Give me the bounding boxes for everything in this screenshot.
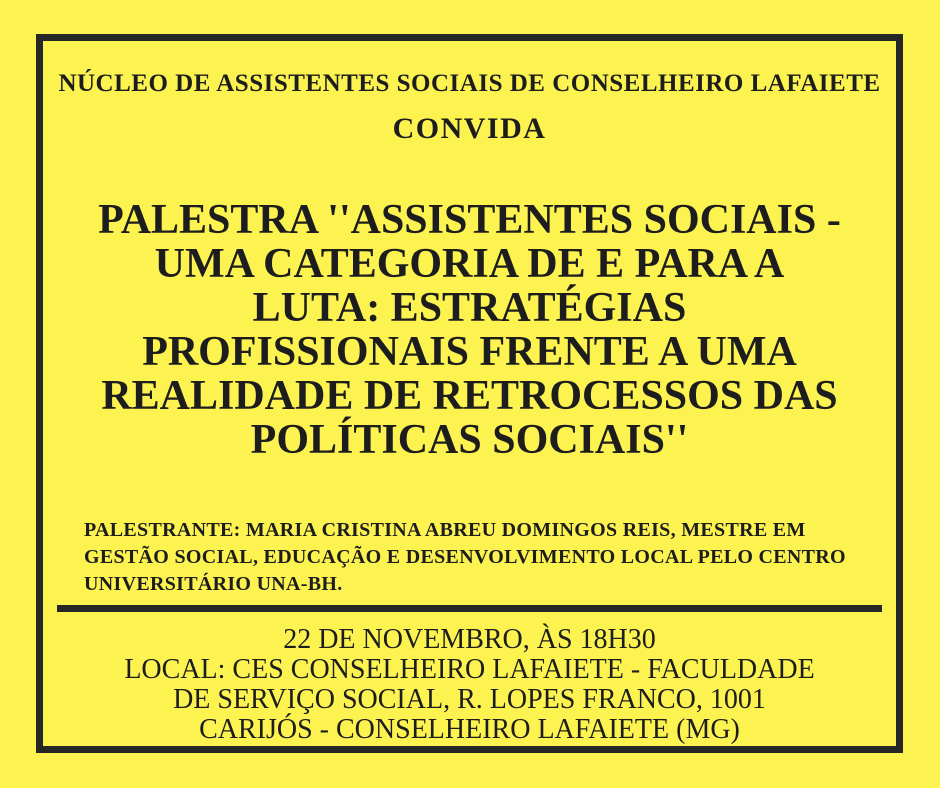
event-line: CARIJÓS - CONSELHEIRO LAFAIETE (MG)	[199, 714, 740, 745]
event-details	[43, 625, 896, 745]
title-line: PROFISSIONAIS FRENTE A UMA	[142, 329, 797, 375]
title-line: REALIDADE DE RETROCESSOS DAS	[101, 373, 838, 419]
speaker-line: GESTÃO SOCIAL, EDUCAÇÃO E DESENVOLVIMENTO LOCAL PELO CENTRO	[84, 546, 846, 568]
title-line: POLÍTICAS SOCIAIS''	[250, 417, 689, 463]
speaker-info	[43, 517, 896, 598]
poster-content	[43, 41, 896, 746]
title-line: LUTA: ESTRATÉGIAS	[252, 285, 687, 331]
event-line: DE SERVIÇO SOCIAL, R. LOPES FRANCO, 1001	[173, 684, 766, 715]
divider-rule	[57, 605, 882, 612]
speaker-line: PALESTRANTE: MARIA CRISTINA ABREU DOMINGOS REIS, MESTRE EM	[84, 519, 806, 541]
organization-name: NÚCLEO DE ASSISTENTES SOCIAIS DE CONSELHEIRO LAFAIETE	[58, 70, 881, 97]
title-line: PALESTRA ''ASSISTENTES SOCIAIS -	[98, 197, 841, 243]
speaker-line: UNIVERSITÁRIO UNA-BH.	[84, 573, 343, 595]
title-line: UMA CATEGORIA DE E PARA A	[154, 241, 785, 287]
event-line: LOCAL: CES CONSELHEIRO LAFAIETE - FACULDADE	[124, 654, 815, 685]
lecture-title	[43, 198, 896, 462]
invite-text: CONVIDA	[392, 112, 547, 145]
border-frame	[36, 34, 903, 753]
event-line: 22 DE NOVEMBRO, ÀS 18H30	[283, 624, 656, 655]
